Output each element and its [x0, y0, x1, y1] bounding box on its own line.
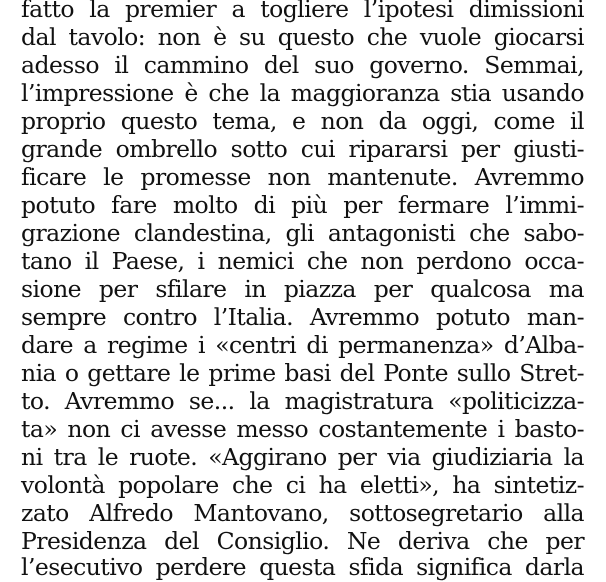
article-line: fatto la premier a togliere l’ipotesi dimissioni	[21, 0, 584, 23]
article-line: ta» non ci avesse messo costantemente i basto-	[21, 415, 584, 443]
article-line: grazione clandestina, gli antagonisti che sabo-	[21, 219, 584, 247]
article-line: l’esecutivo perdere questa sfida significa darla	[21, 553, 584, 581]
article-line: Presidenza del Consiglio. Ne deriva che per	[21, 527, 584, 555]
article-line: dal tavolo: non è su questo che vuole giocarsi	[21, 23, 584, 51]
article-line: to. Avremmo se... la magistratura «politicizza-	[21, 387, 584, 415]
article-line: proprio questo tema, e non da oggi, come il	[21, 107, 584, 135]
article-line: l’impressione è che la maggioranza stia usando	[21, 79, 584, 107]
article-line: ni tra le ruote. «Aggirano per via giudiziaria la	[21, 443, 584, 471]
article-line: dare a regime i «centri di permanenza» d’Alba-	[21, 331, 584, 359]
article-line: grande ombrello sotto cui ripararsi per giusti-	[21, 135, 584, 163]
article-line: zato Alfredo Mantovano, sottosegretario alla	[21, 499, 584, 527]
article-line: volontà popolare che ci ha eletti», ha sintetiz-	[21, 471, 584, 499]
article-line: sione per sfilare in piazza per qualcosa ma	[21, 275, 584, 303]
article-line: adesso il cammino del suo governo. Semmai,	[21, 51, 584, 79]
article-line: nia o gettare le prime basi del Ponte sullo Stret-	[21, 359, 584, 387]
article-line: ficare le promesse non mantenute. Avremmo	[21, 163, 584, 191]
article-line: tano il Paese, i nemici che non perdono occa-	[21, 247, 584, 275]
article-line: sempre contro l’Italia. Avremmo potuto man-	[21, 303, 584, 331]
article-line: potuto fare molto di più per fermare l’immi-	[21, 191, 584, 219]
